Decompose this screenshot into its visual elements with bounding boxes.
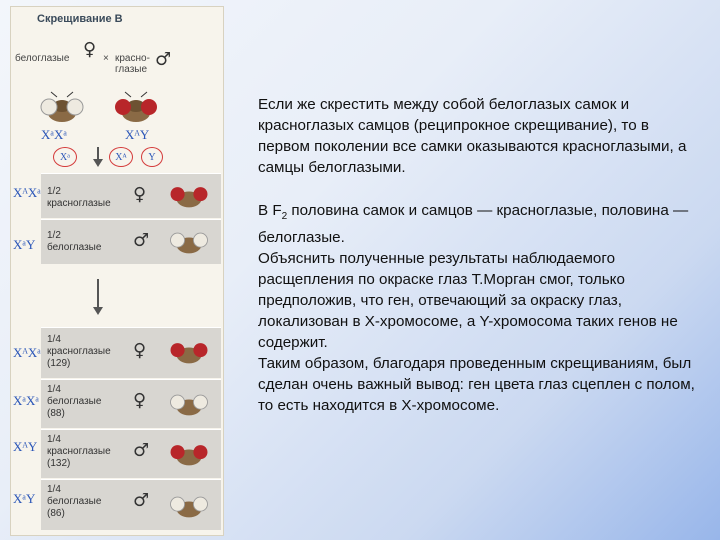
female-parent-genotype: XᵃXᵃ xyxy=(41,127,67,142)
paragraph-conclusion: Таким образом, благодаря проведенным скрещиваниям, был сделан очень важный вывод: ген цвета глаз сцеплен с полом, то есть находится в Х-хромосоме. xyxy=(258,355,695,415)
red-eyed-male-fly xyxy=(111,91,161,125)
white-eyed-fly xyxy=(167,226,211,256)
male-symbol-icon: ♂ xyxy=(133,230,150,251)
slide-text xyxy=(258,94,698,416)
female-gamete: Xᵃ xyxy=(53,147,77,167)
white-eyed-fly xyxy=(167,388,211,418)
cross-symbol: × xyxy=(103,53,109,64)
male-symbol-icon: ♂ xyxy=(155,49,172,70)
male-parent-genotype: XᴬY xyxy=(125,127,150,142)
male-symbol-icon: ♂ xyxy=(133,440,150,461)
female-symbol-icon: ♀ xyxy=(133,390,147,411)
f2-genotype-3: XᴬY xyxy=(13,439,38,454)
female-symbol-icon: ♀ xyxy=(133,340,147,361)
f1-female-genotype: XᴬXᵃ xyxy=(13,185,41,200)
cross-diagram xyxy=(10,6,224,536)
paragraph-morgan: Объяснить полученные результаты наблюдаемого расщепления по окраске глаз Т.Морган смог, только предположив, что ген, отвечающий за окраску глаз, локализован в Х-хромосоме, а Y-хромосома таких генов не содержит. xyxy=(258,250,678,352)
male-gamete-y: Y xyxy=(141,147,163,167)
female-symbol-icon: ♀ xyxy=(83,39,97,60)
f2-genotype-4: XᵃY xyxy=(13,491,36,506)
f2-row-4: 1/4 белоглазые (86) ♂ xyxy=(41,479,221,530)
paragraph-reciprocal-cross: Если же скрестить между собой белоглазых самок и красноглазых самцов (реципрокное скрещивание), то в первом поколении все самки оказываются красноглазыми, а самцы белоглазыми. xyxy=(258,96,687,176)
f1-row-female: 1/2 красноглазые ♀ xyxy=(41,173,221,218)
f1-row-male: 1/2 белоглазые ♂ xyxy=(41,219,221,264)
male-symbol-icon: ♂ xyxy=(133,490,150,511)
male-parent-label: красно- глазые xyxy=(115,53,150,75)
f2-genotype-1: XᴬXᵃ xyxy=(13,345,41,360)
diagram-title: Скрещивание В xyxy=(37,13,123,25)
male-gamete-x: Xᴬ xyxy=(109,147,133,167)
f2-genotype-2: XᵃXᵃ xyxy=(13,393,39,408)
female-parent-label: белоглазые xyxy=(15,53,70,64)
f2-arrow xyxy=(97,279,99,309)
white-eyed-fly xyxy=(167,490,211,520)
red-eyed-fly xyxy=(167,336,211,366)
paragraph-f2: В $F_2$ половина самок и самцов — красноглазые, половина — белоглазые. xyxy=(258,202,689,247)
female-symbol-icon: ♀ xyxy=(133,184,147,205)
f2-row-3: 1/4 красноглазые (132) ♂ xyxy=(41,429,221,478)
white-eyed-female-fly xyxy=(37,91,87,125)
f2-row-2: 1/4 белоглазые (88) ♀ xyxy=(41,379,221,428)
f1-male-genotype: XᵃY xyxy=(13,237,36,252)
f2-row-1: 1/4 красноглазые (129) ♀ xyxy=(41,327,221,378)
red-eyed-fly xyxy=(167,438,211,468)
red-eyed-fly xyxy=(167,180,211,210)
